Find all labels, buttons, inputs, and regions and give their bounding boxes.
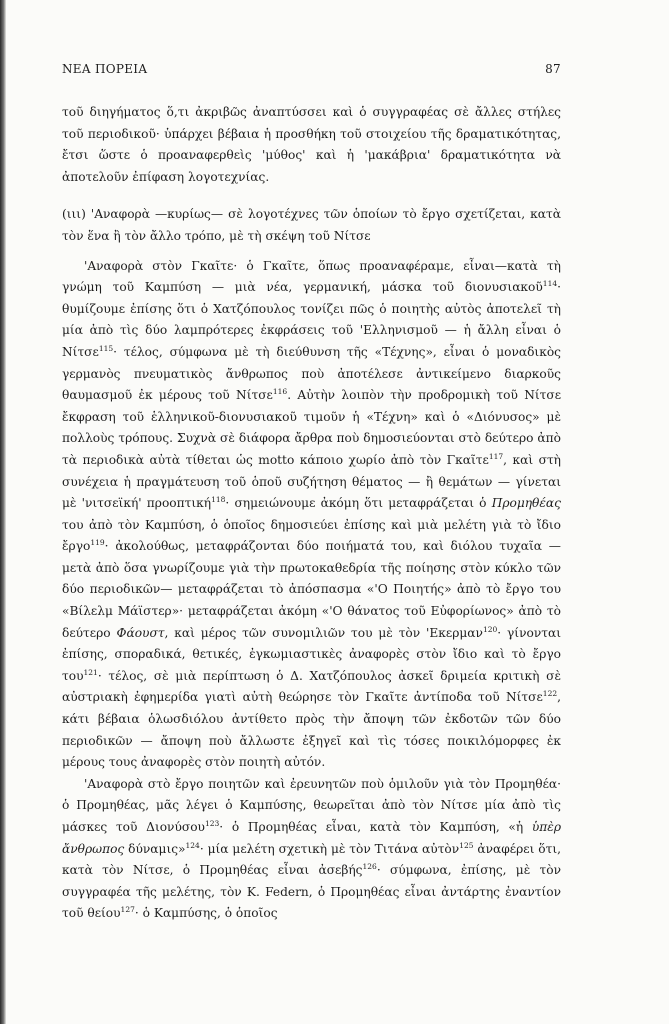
paragraph-goethe: 'Αναφορὰ στὸν Γκαῖτε· ὁ Γκαῖτε, ὅπως προαναφέραμε, εἶναι—κατὰ τὴ γνώμη τοῦ Καμπύση — μιὰ νέα, γερμανική, μάσκα τοῦ διονυσιακοῦ$^{114}$· θυμίζουμε ἐπίσης ὅτι ὁ Χατζόπουλος τονίζει πῶς ὁ ποιητὴς αὐτὸς ἀποτελεῖ τὴ μία ἀπὸ τὶς δύο λαμπρότερες ἐκφράσεις τοῦ 'Ελληνισμοῦ — ἡ ἄλλη εἶναι ὁ Νίτσε$^{115}$· τέλος, σύμφωνα μὲ τὴ διεύθυνση τῆς «Τέχνης», εἶναι ὁ μοναδικὸς γερμανὸς πνευματικὸς ἄνθρωπος ποὺ ἀποτέλεσε ἀντικείμενο διαρκοῦς θαυμασμοῦ ἐκ μέρους τοῦ Νίτσε$^{116}$. Αὐτὴν λοιπὸν τὴν προδρομικὴ τοῦ Νίτσε ἔκφραση τοῦ ἑλληνικοῦ-διονυσιακοῦ τιμοῦν ἡ «Τέχνη» καὶ ὁ «Διόνυσος» μὲ πολλοὺς τρόπους. Συχνὰ σὲ διάφορα ἄρθρα ποὺ δημοσιεύονται στὸ δεύτερο ἀπὸ τὰ περιοδικὰ αὐτὰ τίθεται ὡς motto κάποιο χωρίο ἀπὸ τὸν Γκαῖτε$^{117}$, καὶ στὴ συνέχεια ἡ πραγμάτευση τοῦ ὁποῦ συζήτηση θέματος — ἢ θεμάτων — γίνεται μὲ 'νιτσεϊκή' προοπτική$^{118}$· σημειώνουμε ἀκόμη ὅτι μεταφράζεται ὁ Προμηθέας του ἀπὸ τὸν Καμπύση, ὁ ὁποῖος δημοσιεύει ἐπίσης καὶ μιὰ μελέτη γιὰ τὸ ἴδιο ἔργο$^{119}$· ἀκολούθως, μεταφράζονται δύο ποιήματά του, καὶ διόλου τυχαῖα —μετὰ ἀπὸ ὅσα γνωρίζουμε γιὰ τὴν πρωτοκαθεδρία τῆς ποίησης στὸν κύκλο τῶν δύο περιοδικῶν— μεταφράζεται τὸ ἀπόσπασμα «'Ο Ποιητής» ἀπὸ τὸ ἔργο του «Βίλελμ Μάϊστερ»· μεταφράζεται ἀκόμη «'Ο θάνατος τοῦ Εὐφορίωνος» ἀπὸ τὸ δεύτερο Φάουστ, καὶ μέρος τῶν συνομιλιῶν του μὲ τὸν 'Εκερμαν$^{120}$· γίνονται ἐπίσης, σποραδικά, θετικές, ἐγκωμιαστικὲς ἀναφορὲς στὸν ἴδιο καὶ τὸ ἔργο του$^{121}$· τέλος, σὲ μιὰ περίπτωση ὁ Δ. Χατζόπουλος ἀσκεῖ δριμεία κριτικὴ σὲ αὐστριακὴ ἐφημερίδα γιατὶ αὐτὴ θεώρησε τὸν Γκαῖτε ἀντίποδα τοῦ Νίτσε$^{122}$, κάτι βέβαια ὁλωσδιόλου ἀντίθετο πρὸς τὴν ἄποψη τῶν ἐκδοτῶν τῶν δύο περιοδικῶν — ἄποψη ποὺ ἄλλωστε ἐξηγεῖ καὶ τὶς τόσες ποικιλόμορφες ἐκ μέρους τους ἀναφορὲς στὸν ποιητὴ αὐτόν. — [62, 258, 562, 770]
footnote-ref[interactable]: 122 — [542, 689, 558, 699]
page-number: 87 — [545, 62, 561, 76]
footnote-ref[interactable]: 115 — [98, 343, 114, 353]
footnote-ref[interactable]: 123 — [204, 818, 220, 828]
footnote-ref[interactable]: 114 — [542, 279, 558, 289]
paragraph-continued: τοῦ διηγήματος ὅ,τι ἀκριβῶς ἀναπτύσσει καὶ ὁ συγγραφέας σὲ ἄλλες στήλες τοῦ περιοδικοῦ· ὑπάρχει βέβαια ἡ προσθήκη τοῦ στοιχείου τῆς δραματικότητας, ἔτσι ὥστε ὁ προαναφερθεὶς 'μύθος' καὶ ἡ 'μακάβρια' δραματικότητα νὰ ἀποτελοῦν ἐπίφαση λογοτεχνίας. — [62, 105, 561, 184]
footnote-ref[interactable]: 126 — [362, 862, 377, 872]
footnote-ref[interactable]: 118 — [211, 495, 226, 505]
footnote-ref[interactable]: 125 — [459, 840, 474, 850]
footnote-ref[interactable]: 116 — [272, 387, 288, 397]
emphasis-phrase: ὑπὲρ ἄνθρωπος — [62, 820, 562, 856]
work-title: Προμηθέας — [491, 496, 561, 511]
footnote-ref[interactable]: 127 — [120, 905, 135, 915]
footnote-ref[interactable]: 117 — [488, 451, 504, 461]
footnote-ref[interactable]: 124 — [185, 840, 200, 850]
paragraph-prometheus: 'Αναφορὰ στὸ ἔργο ποιητῶν καὶ ἐρευνητῶν ποὺ ὁμιλοῦν γιὰ τὸν Προμηθέα· ὁ Προμηθέας, μᾶς λέγει ὁ Καμπύσης, θεωρεῖται ἀπὸ τὸν Νίτσε μία ἀπὸ τὶς μάσκες τοῦ Διονύσου$^{123}$· ὁ Προμηθέας εἶναι, κατὰ τὸν Καμπύση, «ἡ ὑπὲρ ἄνθρωπος δύναμις»$^{124}$· μία μελέτη σχετικὴ μὲ τὸν Τιτάνα αὐτὸν$^{125}$ ἀναφέρει ὅτι, κατὰ τὸν Νίτσε, ὁ Προμηθέας εἶναι ἀσεβής$^{126}$· σύμφωνα, ἐπίσης, μὲ τὸν συγγραφέα τῆς μελέτης, τὸν K. Federn, ὁ Προμηθέας εἶναι ἀντάρτης ἐναντίον τοῦ θείου$^{127}$· ὁ Καμπύσης, ὁ ὁποῖος — [62, 776, 562, 921]
footnote-ref[interactable]: 121 — [83, 667, 98, 677]
page-body — [62, 102, 561, 925]
journal-title: ΝΕΑ ΠΟΡΕΙΑ — [62, 62, 148, 76]
section-heading: (ιιι) 'Αναφορὰ —κυρίως— σὲ λογοτέχνες τῶν ὁποίων τὸ ἔργο σχετίζεται, κατὰ τὸν ἕνα ἢ τὸν ἄλλο τρόπο, μὲ τὴ σκέψη τοῦ Νίτσε — [62, 207, 561, 243]
footnote-ref[interactable]: 120 — [482, 624, 498, 634]
footnote-ref[interactable]: 119 — [90, 538, 105, 548]
page-binding-edge — [0, 0, 6, 1024]
work-title: Φάουστ — [116, 625, 165, 640]
